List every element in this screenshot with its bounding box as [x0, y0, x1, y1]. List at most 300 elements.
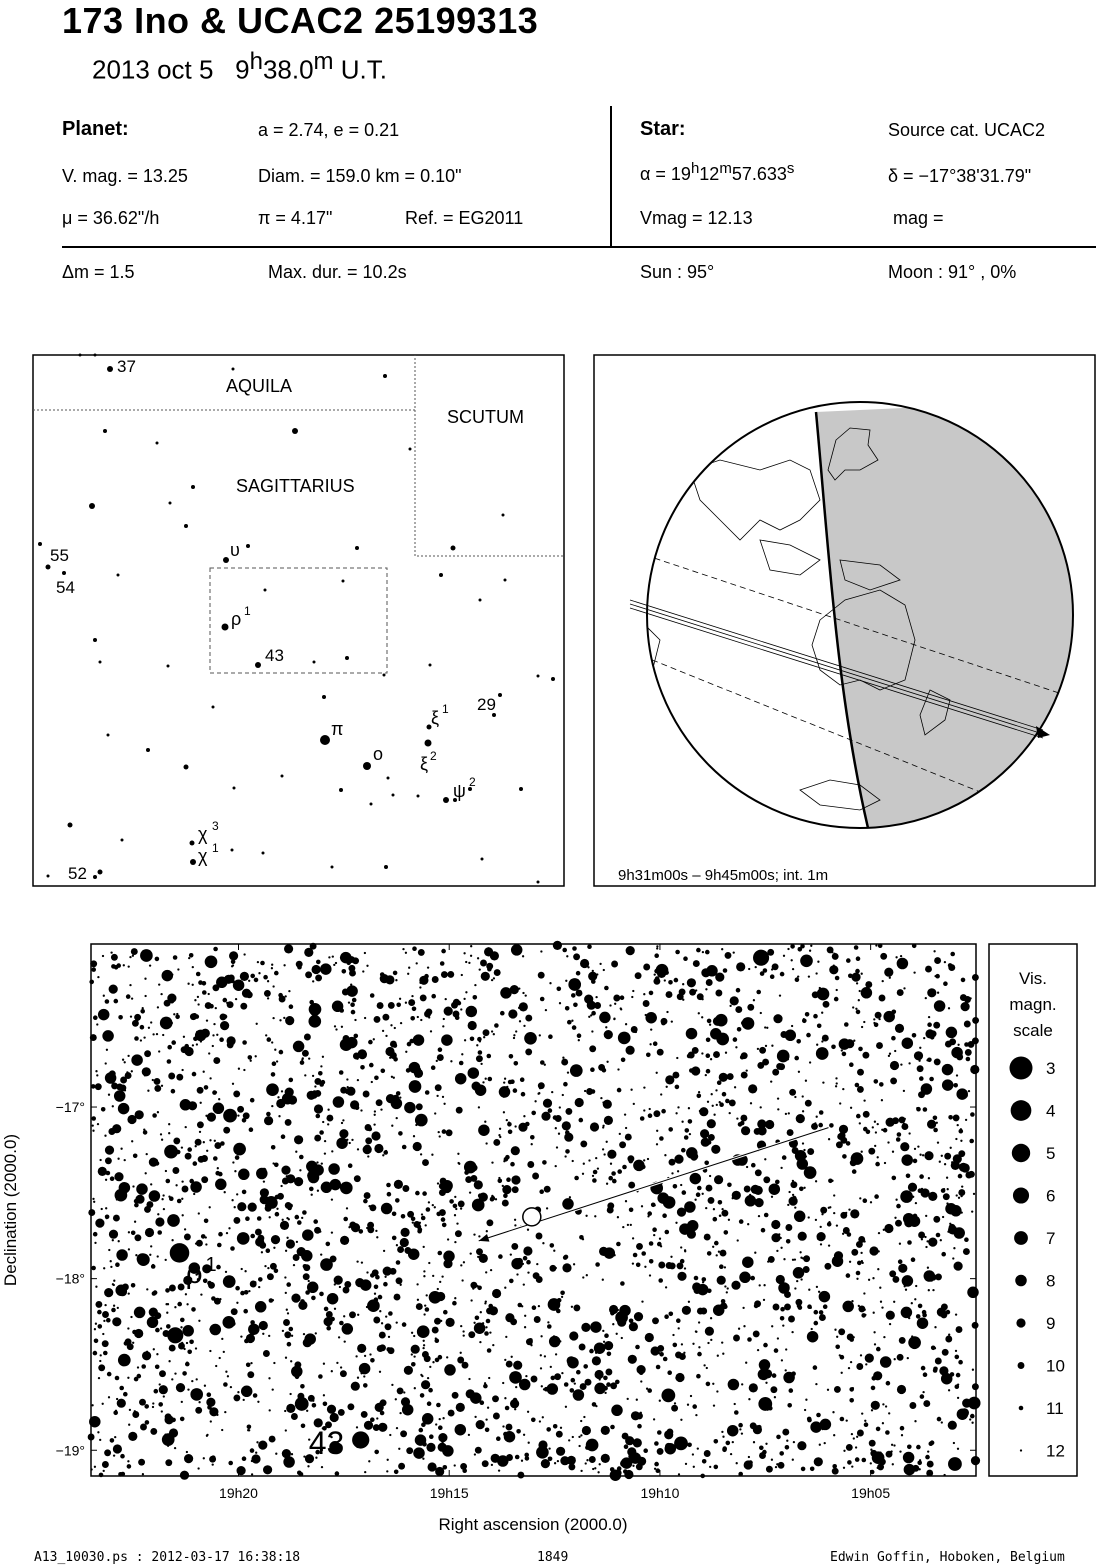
- field-star: [721, 1341, 723, 1343]
- field-star: [794, 1056, 799, 1061]
- field-star: [455, 1424, 467, 1436]
- field-star: [891, 1036, 896, 1041]
- field-star: [263, 975, 268, 980]
- field-star: [518, 1007, 520, 1009]
- field-star: [237, 1232, 250, 1245]
- field-star: [733, 951, 735, 953]
- field-star: [460, 1325, 462, 1327]
- field-star: [439, 1135, 441, 1137]
- field-star: [267, 980, 269, 982]
- field-star: [896, 1137, 901, 1142]
- field-star: [460, 1463, 467, 1470]
- field-star: [131, 1070, 133, 1072]
- field-star: [243, 953, 245, 955]
- field-star: [707, 1342, 709, 1344]
- field-star: [116, 1198, 118, 1200]
- field-star: [780, 1031, 787, 1038]
- field-star: [812, 991, 819, 998]
- field-star: [698, 1091, 700, 1093]
- field-star: [436, 1060, 438, 1062]
- field-star: [381, 1069, 386, 1074]
- field-star: [524, 1032, 537, 1045]
- field-star: [671, 1405, 678, 1412]
- field-star: [339, 1008, 344, 1013]
- field-star: [819, 1444, 821, 1446]
- detail-annotations: [186, 1128, 829, 1461]
- field-star: [567, 1071, 569, 1073]
- field-star: [350, 1100, 359, 1109]
- field-star: [705, 1074, 707, 1076]
- field-star: [855, 1008, 857, 1010]
- star-label-pi: π: [331, 719, 344, 739]
- field-star: [201, 1029, 210, 1038]
- field-star: [798, 1305, 803, 1310]
- field-star: [654, 1204, 656, 1206]
- field-star: [601, 1454, 610, 1463]
- field-star: [643, 964, 650, 971]
- field-star: [718, 1200, 723, 1205]
- field-star: [423, 1313, 425, 1315]
- field-star: [734, 1403, 736, 1405]
- constellation-aquila: AQUILA: [226, 376, 293, 396]
- field-star: [294, 1135, 303, 1144]
- field-star: [284, 944, 293, 953]
- field-star: [415, 1075, 417, 1077]
- field-star: [430, 1030, 432, 1032]
- field-star: [303, 1333, 305, 1335]
- field-star: [613, 995, 620, 1002]
- field-star: [802, 1110, 804, 1112]
- field-star: [286, 1239, 295, 1248]
- field-star: [138, 1459, 145, 1466]
- field-star: [444, 1364, 456, 1376]
- field-star: [498, 1134, 500, 1136]
- field-star: [796, 979, 798, 981]
- field-star: [310, 1007, 319, 1016]
- field-star: [960, 1408, 969, 1417]
- field-star: [347, 1086, 349, 1088]
- field-star: [819, 1291, 831, 1303]
- field-star: [326, 1115, 333, 1122]
- field-star: [764, 1213, 769, 1218]
- field-star: [776, 1275, 785, 1284]
- field-star: [423, 1340, 425, 1342]
- field-star: [870, 1201, 872, 1203]
- field-star: [955, 1138, 957, 1140]
- field-star: [884, 1162, 886, 1164]
- field-star: [722, 1448, 727, 1453]
- field-star: [173, 1013, 175, 1015]
- field-star: [127, 1377, 129, 1379]
- field-star: [770, 1080, 772, 1082]
- x-tick-label: 19h10: [640, 1485, 680, 1501]
- field-star: [456, 1222, 458, 1224]
- field-star: [698, 1346, 700, 1348]
- field-star: [651, 1346, 660, 1355]
- field-star: [461, 974, 463, 976]
- field-star: [831, 1045, 836, 1050]
- field-star: [489, 1331, 491, 1333]
- field-star: [134, 1014, 141, 1021]
- field-star: [600, 1097, 602, 1099]
- field-star: [128, 1292, 130, 1294]
- field-star: [766, 1027, 768, 1029]
- field-star: [961, 1163, 970, 1172]
- field-star: [880, 1301, 882, 1303]
- field-star: [173, 1137, 180, 1144]
- field-star: [573, 953, 580, 960]
- field-star: [630, 1224, 632, 1226]
- field-star: [394, 1180, 403, 1189]
- field-star: [698, 1012, 700, 1014]
- field-star: [636, 1399, 638, 1401]
- field-star: [444, 1007, 453, 1016]
- field-star: [675, 1085, 680, 1090]
- field-star: [203, 1141, 205, 1143]
- field-star: [443, 1465, 448, 1470]
- field-star: [599, 1012, 611, 1024]
- field-star: [730, 1426, 732, 1428]
- field-star: [189, 953, 194, 958]
- field-star: [296, 1043, 298, 1045]
- field-star: [180, 1326, 182, 1328]
- field-star: [697, 1186, 702, 1191]
- field-star: [125, 1072, 132, 1079]
- field-star: [901, 1154, 913, 1166]
- field-star: [251, 1460, 253, 1462]
- field-star: [153, 1348, 155, 1350]
- field-star: [701, 1052, 703, 1054]
- field-star: [874, 1145, 876, 1147]
- field-star: [944, 961, 946, 963]
- field-star: [620, 1007, 622, 1009]
- field-star: [370, 1358, 375, 1363]
- field-star: [937, 1141, 939, 1143]
- field-star: [702, 951, 704, 953]
- field-star: [632, 990, 634, 992]
- field-star: [707, 1251, 712, 1256]
- field-star: [899, 1337, 906, 1344]
- field-star: [514, 1061, 519, 1066]
- field-star: [114, 1172, 123, 1181]
- field-star: [235, 1155, 240, 1160]
- field-star: [221, 1429, 223, 1431]
- field-star: [505, 1336, 507, 1338]
- field-star: [150, 1183, 152, 1185]
- field-star: [281, 1166, 290, 1175]
- field-star: [309, 1000, 314, 1005]
- field-star: [606, 1382, 611, 1387]
- star-vmag: Vmag = 12.13: [640, 208, 753, 228]
- field-star: [212, 1463, 214, 1465]
- field-star: [898, 1264, 907, 1273]
- field-star: [131, 948, 138, 955]
- field-star: [536, 1233, 543, 1240]
- field-star: [953, 1154, 962, 1163]
- field-star: [858, 1305, 860, 1307]
- field-star: [675, 950, 680, 955]
- field-star: [949, 1227, 951, 1229]
- field-star: [93, 1232, 98, 1237]
- field-star: [713, 1217, 718, 1222]
- field-star: [886, 1311, 895, 1320]
- field-star: [463, 998, 465, 1000]
- field-star: [869, 1246, 878, 1255]
- field-star: [282, 1330, 284, 1332]
- field-star: [406, 1447, 413, 1454]
- field-star: [647, 1211, 652, 1216]
- field-star: [401, 1228, 410, 1237]
- field-star: [933, 1216, 940, 1223]
- field-star: [732, 1441, 734, 1443]
- field-star: [745, 1195, 757, 1207]
- field-star: [820, 1226, 822, 1228]
- field-star: [829, 1123, 834, 1128]
- field-star: [599, 963, 601, 965]
- field-star: [160, 1017, 173, 1030]
- field-star: [99, 1439, 101, 1441]
- field-star: [267, 1273, 274, 1280]
- field-star: [967, 1059, 969, 1061]
- field-star: [494, 1023, 499, 1028]
- field-star: [393, 971, 398, 976]
- star-label-chi3: χ: [198, 824, 208, 844]
- field-star: [426, 1207, 431, 1212]
- field-star: [630, 1452, 642, 1464]
- field-star: [233, 1143, 246, 1156]
- field-star: [437, 1054, 444, 1061]
- field-star: [632, 1465, 634, 1467]
- field-star: [200, 1102, 202, 1104]
- field-star: [946, 1202, 948, 1204]
- field-star: [960, 1140, 962, 1142]
- field-star: [144, 995, 146, 997]
- field-star: [314, 1104, 323, 1113]
- field-star: [913, 971, 915, 973]
- field-star: [233, 979, 245, 991]
- field-star: [263, 1465, 272, 1474]
- field-star: [334, 1308, 336, 1310]
- field-star: [213, 1156, 218, 1161]
- field-star: [305, 971, 312, 978]
- field-star: [565, 1406, 567, 1408]
- field-star: [727, 1183, 732, 1188]
- field-star: [392, 1236, 397, 1241]
- field-star: [900, 1426, 905, 1431]
- field-star: [234, 1206, 236, 1208]
- field-star: [397, 1387, 404, 1394]
- field-star: [850, 1361, 852, 1363]
- field-star: [330, 1179, 342, 1191]
- field-star: [250, 1234, 255, 1239]
- field-star: [422, 1347, 424, 1349]
- field-star: [91, 1266, 96, 1271]
- field-star: [881, 1306, 883, 1308]
- field-star: [504, 1397, 506, 1399]
- field-star: [462, 1362, 469, 1369]
- field-star: [285, 1429, 287, 1431]
- field-star: [585, 1462, 587, 1464]
- field-star: [105, 1179, 107, 1181]
- field-star: [346, 985, 358, 997]
- field-star: [154, 1389, 159, 1394]
- field-star: [205, 1002, 212, 1009]
- field-star: [357, 1377, 359, 1379]
- field-star: [338, 1409, 345, 1416]
- field-star: [301, 1248, 303, 1250]
- field-star: [165, 1288, 170, 1293]
- field-star: [603, 1100, 612, 1109]
- field-star: [539, 1087, 541, 1089]
- field-star: [828, 1207, 830, 1209]
- field-star: [240, 972, 249, 981]
- field-star: [643, 1109, 645, 1111]
- field-star: [721, 1210, 728, 1217]
- field-star: [350, 966, 352, 968]
- moon-elongation: Moon : 91° , 0%: [888, 262, 1017, 282]
- field-star: [943, 1193, 950, 1200]
- field-star: [129, 984, 131, 986]
- field-star: [496, 1436, 501, 1441]
- field-star: [960, 994, 967, 1001]
- field-star: [110, 1438, 115, 1443]
- field-star: [102, 1311, 109, 1318]
- mag-scale-label: 10: [1046, 1356, 1065, 1376]
- field-star: [498, 1469, 500, 1471]
- field-star: [364, 1192, 371, 1199]
- field-star: [592, 970, 594, 972]
- field-star: [211, 1296, 216, 1301]
- field-star: [785, 1445, 790, 1450]
- field-star: [641, 1251, 646, 1256]
- field-star: [399, 1096, 401, 1098]
- field-star: [301, 1217, 303, 1219]
- field-star: [643, 1086, 645, 1088]
- field-star: [780, 1247, 782, 1249]
- field-star: [791, 1025, 793, 1027]
- field-star: [750, 1102, 752, 1104]
- bright-star: [661, 1388, 675, 1402]
- field-star: [544, 1355, 546, 1357]
- field-star: [399, 1412, 401, 1414]
- field-star: [858, 999, 860, 1001]
- field-star: [98, 1167, 107, 1176]
- field-star: [783, 955, 785, 957]
- field-star: [486, 1319, 491, 1324]
- field-star: [308, 1280, 310, 1282]
- field-star: [819, 1314, 826, 1321]
- field-star: [355, 1386, 357, 1388]
- field-star: [898, 1259, 903, 1264]
- field-star: [468, 1434, 470, 1436]
- field-star: [503, 1096, 505, 1098]
- field-star: [174, 1447, 176, 1449]
- field-star: [590, 1321, 602, 1333]
- field-star: [674, 1402, 676, 1404]
- field-star: [792, 1194, 794, 1196]
- field-star: [764, 1158, 766, 1160]
- field-star: [261, 1251, 263, 1253]
- field-star: [674, 978, 679, 983]
- field-star: [578, 1436, 580, 1438]
- field-star: [813, 1365, 818, 1370]
- field-star: [586, 1439, 599, 1452]
- field-star: [888, 1055, 890, 1057]
- star-label-xi2: ξ: [420, 754, 429, 774]
- field-star: [332, 955, 334, 957]
- field-star: [439, 1418, 441, 1420]
- field-star: [956, 1373, 961, 1378]
- mag-scale-label: 4: [1046, 1101, 1056, 1121]
- field-star: [899, 1450, 901, 1452]
- planet-vmag: V. mag. = 13.25: [62, 166, 188, 186]
- field-star: [694, 1199, 696, 1201]
- field-star: [942, 1216, 944, 1218]
- field-star: [832, 953, 839, 960]
- field-star: [947, 1188, 949, 1190]
- field-star: [583, 1163, 585, 1165]
- field-star: [574, 1382, 576, 1384]
- field-star: [664, 1314, 669, 1319]
- field-star: [140, 1039, 142, 1041]
- mag-scale-dot: [1012, 1144, 1030, 1162]
- field-star: [706, 1367, 708, 1369]
- field-star: [347, 1403, 354, 1410]
- field-star: [180, 1471, 189, 1480]
- field-star: [591, 1011, 596, 1016]
- field-star: [247, 1371, 254, 1378]
- star-label-52: 52: [68, 864, 87, 883]
- field-star: [112, 1317, 121, 1326]
- field-star: [695, 989, 697, 991]
- field-star: [787, 1058, 789, 1060]
- field-star: [375, 1403, 384, 1412]
- field-star: [432, 1361, 434, 1363]
- field-star: [422, 1458, 424, 1460]
- field-star: [873, 1018, 875, 1020]
- field-star: [250, 1281, 257, 1288]
- field-star: [385, 1047, 394, 1056]
- field-star: [582, 1426, 591, 1435]
- field-star: [626, 946, 635, 955]
- field-star: [556, 1431, 563, 1438]
- bright-star: [948, 1457, 962, 1471]
- field-star: [131, 1054, 143, 1066]
- field-star: [941, 1252, 946, 1257]
- field-star: [737, 1027, 742, 1032]
- field-star: [504, 1287, 506, 1289]
- field-star: [583, 1364, 588, 1369]
- field-star: [258, 972, 260, 974]
- field-star: [955, 1384, 960, 1389]
- field-star: [872, 1277, 874, 1279]
- field-star: [498, 1177, 500, 1179]
- field-star: [268, 1377, 270, 1379]
- field-star: [115, 1262, 120, 1267]
- field-star: [284, 1331, 291, 1338]
- field-star: [468, 1021, 477, 1030]
- field-star: [771, 1459, 773, 1461]
- field-star: [204, 1085, 209, 1090]
- field-star: [718, 1251, 720, 1253]
- field-star: [722, 1436, 724, 1438]
- field-star: [635, 972, 642, 979]
- field-star: [484, 1121, 486, 1123]
- field-star: [542, 1242, 544, 1244]
- field-star: [191, 1307, 196, 1312]
- field-star: [697, 1352, 702, 1357]
- field-star: [279, 1019, 281, 1021]
